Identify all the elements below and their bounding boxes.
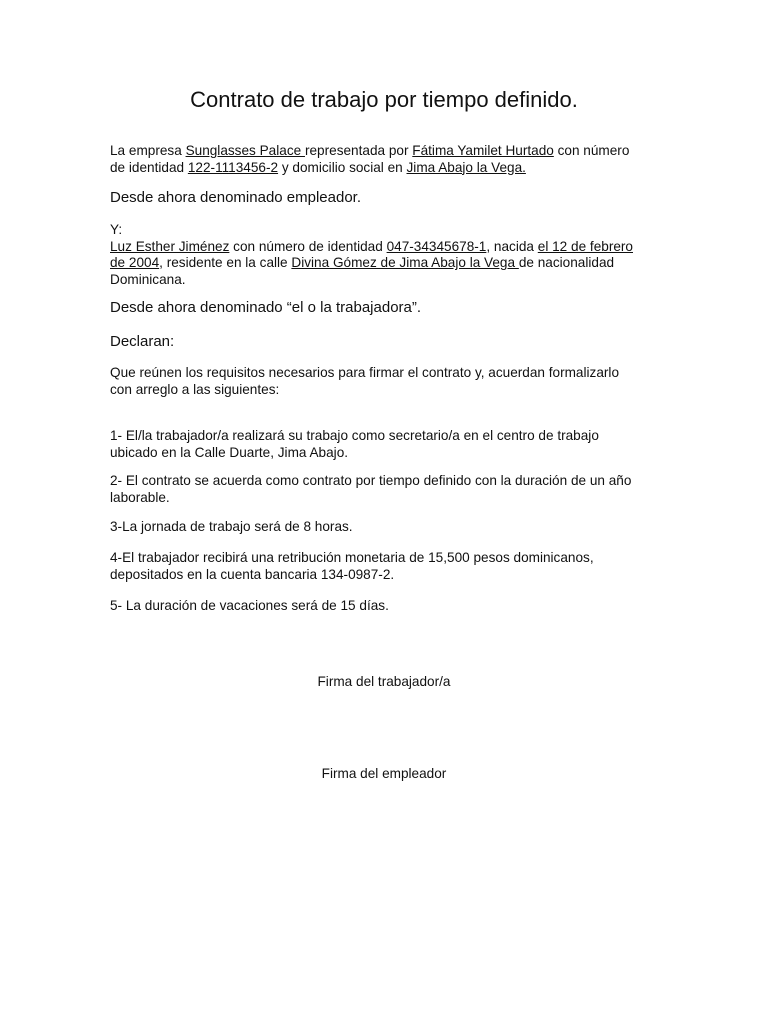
worker-line-1: Luz Esther Jiménez con número de identidad 047-34345678-1, nacida el 12 de febrero xyxy=(110,238,633,254)
clause-5: 5- La duración de vacaciones será de 15 días. xyxy=(110,598,389,613)
employer-id-number: 122-1113456-2 xyxy=(187,159,279,175)
employer-address: Jima Abajo la Vega. xyxy=(406,159,526,175)
worker-designation: Desde ahora denominado “el o la trabajadora”. xyxy=(110,299,422,316)
worker-street: Divina Gómez de Jima Abajo la Vega xyxy=(291,255,519,270)
declaran-heading: Declaran: xyxy=(110,333,175,350)
worker-name: Luz Esther Jiménez xyxy=(110,238,230,254)
requirements-paragraph: Que reúnen los requisitos necesarios para firmar el contrato y, acuerdan formalizarlo con arreglo a las siguientes: xyxy=(110,365,620,397)
employer-line-1: La empresa Sunglasses Palace representada por Fátima Yamilet Hurtado con número xyxy=(110,143,630,158)
employer-paragraph xyxy=(110,143,670,176)
clause-3: 3-La jornada de trabajo será de 8 horas. xyxy=(110,519,353,534)
company-name: Sunglasses Palace xyxy=(185,143,305,158)
worker-birthdate: el 12 de febrero xyxy=(537,238,633,254)
clause-2: 2- El contrato se acuerda como contrato por tiempo definido con la duración de un año laborable. xyxy=(110,473,632,505)
worker-line-2: de 2004, residente en la calle Divina Gómez de Jima Abajo la Vega de nacionalidad xyxy=(110,255,615,270)
employer-designation: Desde ahora denominado empleador. xyxy=(110,189,362,206)
employer-line-2: de identidad 122-1113456-2 y domicilio social en Jima Abajo la Vega. xyxy=(110,159,526,175)
employer-signature-label: Firma del empleador xyxy=(321,766,447,781)
worker-signature-label: Firma del trabajador/a xyxy=(317,674,451,689)
worker-line-3: Dominicana. xyxy=(110,271,186,287)
worker-paragraph xyxy=(110,222,670,288)
worker-id-number: 047-34345678-1 xyxy=(386,238,487,254)
clause-4: 4-El trabajador recibirá una retribución monetaria de 15,500 pesos dominicanos, depositados en la cuenta bancaria 134-0987-2. xyxy=(110,550,594,582)
document-title: Contrato de trabajo por tiempo definido. xyxy=(190,87,578,112)
worker-y-label: Y: xyxy=(110,222,123,237)
representative-name: Fátima Yamilet Hurtado xyxy=(412,143,554,158)
clause-1: 1- El/la trabajador/a realizará su trabajo como secretario/a en el centro de trabajo ubicado en la Calle Duarte, Jima Abajo. xyxy=(110,428,599,460)
